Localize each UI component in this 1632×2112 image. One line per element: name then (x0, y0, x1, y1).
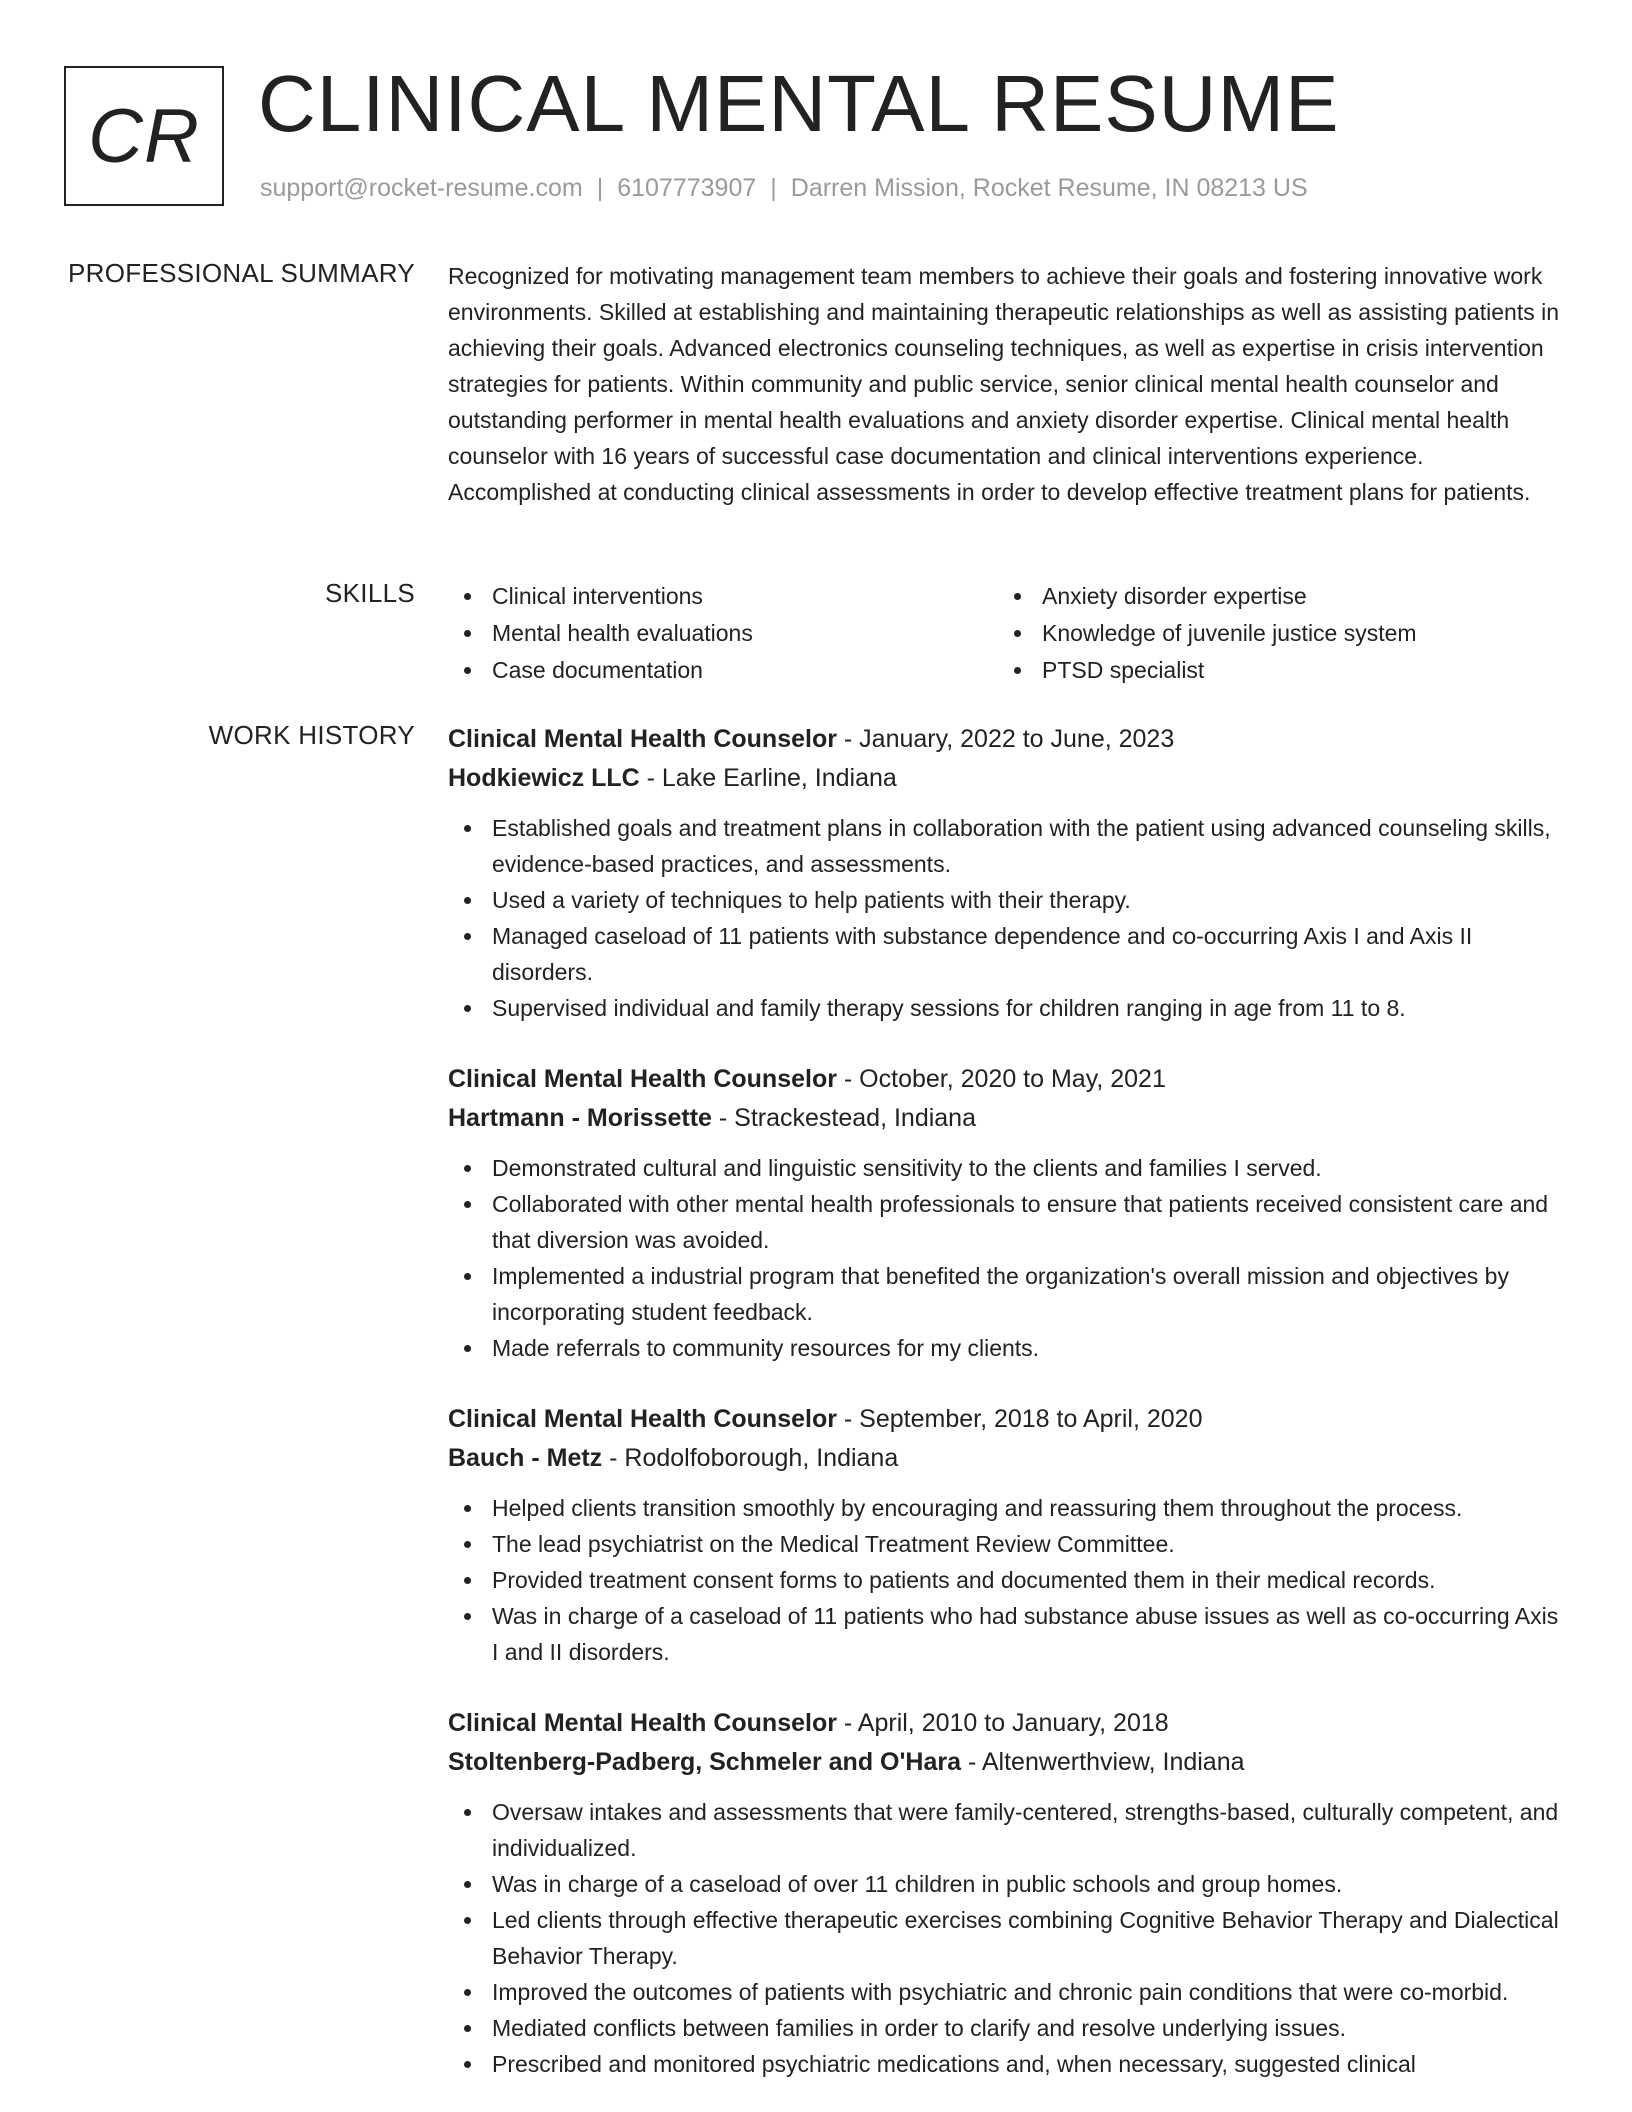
job-title: Clinical Mental Health Counselor (448, 1065, 837, 1093)
job-company-line (448, 1439, 1568, 1478)
summary-text: Recognized for motivating management team members to achieve their goals and fostering innovative work environments. Skilled at establishing and maintaining therapeutic relationships as well as assisting patients in achieving their goals. Advanced electronics counseling techniques, as well as expertise in crisis intervention strategies for patients. Within community and public service, senior clinical mental health counselor and outstanding performer in mental health evaluations and anxiety disorder expertise. Clinical mental health counselor with 16 years of successful case documentation and clinical interventions experience. Accomplished at conducting clinical assessments in order to develop effective treatment plans for patients. (448, 263, 1560, 505)
work-history-heading: WORK HISTORY (208, 720, 415, 750)
contact-separator: | (770, 174, 777, 202)
job-location: Strackestead, Indiana (734, 1104, 976, 1132)
job-bullet: Prescribed and monitored psychiatric medications and, when necessary, suggested clinical (448, 2046, 1568, 2082)
job-company: Bauch - Metz (448, 1444, 603, 1472)
work-history-body (448, 720, 1568, 2112)
job-bullets (448, 1490, 1568, 1670)
job-entry (448, 1400, 1568, 1670)
job-entry (448, 1704, 1568, 2082)
job-bullet: Led clients through effective therapeutic exercises combining Cognitive Behavior Therapy and Dialectical Behavior Therapy. (448, 1902, 1568, 1974)
skills-list (448, 578, 1568, 689)
skills-heading: SKILLS (325, 578, 415, 608)
job-bullet: Improved the outcomes of patients with psychiatric and chronic pain conditions that were co-morbid. (448, 1974, 1568, 2010)
job-bullet: Demonstrated cultural and linguistic sensitivity to the clients and families I served. (448, 1150, 1568, 1186)
contact-phone: 6107773907 (617, 174, 757, 202)
job-bullet: Used a variety of techniques to help patients with their therapy. (448, 882, 1568, 918)
job-bullet: Mediated conflicts between families in order to clarify and resolve underlying issues. (448, 2010, 1568, 2046)
job-title: Clinical Mental Health Counselor (448, 725, 837, 753)
job-bullet: Was in charge of a caseload of 11 patients who had substance abuse issues as well as co-occurring Axis I and II disorders. (448, 1598, 1568, 1670)
job-dates: April, 2010 to January, 2018 (857, 1709, 1169, 1737)
job-entry (448, 1060, 1568, 1366)
dash: - (639, 764, 662, 792)
skill-item: Knowledge of juvenile justice system (998, 615, 1548, 652)
job-title-line (448, 1400, 1568, 1439)
job-location: Altenwerthview, Indiana (981, 1748, 1245, 1776)
job-bullet: Provided treatment consent forms to patients and documented them in their medical records. (448, 1562, 1568, 1598)
job-company-line (448, 1743, 1568, 1782)
job-bullet: Helped clients transition smoothly by encouraging and reassuring them throughout the process. (448, 1490, 1568, 1526)
job-bullet: Managed caseload of 11 patients with substance dependence and co-occurring Axis I and Axis II disorders. (448, 918, 1568, 990)
dash: - (961, 1748, 982, 1776)
job-company-line (448, 1099, 1568, 1138)
job-dates: October, 2020 to May, 2021 (859, 1065, 1166, 1093)
job-bullet: Made referrals to community resources for my clients. (448, 1330, 1568, 1366)
job-title-line (448, 720, 1568, 759)
resume-title: CLINICAL MENTAL RESUME (258, 59, 1340, 148)
skills-column-right (998, 578, 1548, 689)
job-company: Hartmann - Morissette (448, 1104, 712, 1132)
job-title-line (448, 1060, 1568, 1099)
job-dates: January, 2022 to June, 2023 (859, 725, 1175, 753)
job-title: Clinical Mental Health Counselor (448, 1405, 837, 1433)
job-bullet: Oversaw intakes and assessments that were family-centered, strengths-based, culturally competent, and individualized. (448, 1794, 1568, 1866)
contact-address: Darren Mission, Rocket Resume, IN 08213 US (790, 174, 1308, 202)
job-location: Lake Earline, Indiana (661, 764, 897, 792)
job-company-line (448, 759, 1568, 798)
skills-column-left (448, 578, 998, 689)
monogram-initials: CR (88, 93, 200, 179)
job-company: Hodkiewicz LLC (448, 764, 640, 792)
dash: - (836, 1709, 858, 1737)
dash: - (602, 1444, 625, 1472)
skill-item: Anxiety disorder expertise (998, 578, 1548, 615)
skill-item: Case documentation (448, 652, 998, 689)
dash: - (836, 1405, 860, 1433)
job-dates: September, 2018 to April, 2020 (859, 1405, 1203, 1433)
job-bullet: Established goals and treatment plans in collaboration with the patient using advanced counseling skills, evidence-based practices, and assessments. (448, 810, 1568, 882)
dash: - (711, 1104, 735, 1132)
skill-item: Clinical interventions (448, 578, 998, 615)
job-bullet: The lead psychiatrist on the Medical Treatment Review Committee. (448, 1526, 1568, 1562)
job-bullet: Supervised individual and family therapy sessions for children ranging in age from 11 to 8. (448, 990, 1568, 1026)
job-bullets (448, 810, 1568, 1026)
job-bullet: Implemented a industrial program that benefited the organization's overall mission and objectives by incorporating student feedback. (448, 1258, 1568, 1330)
monogram-box (64, 66, 224, 206)
dash: - (836, 1065, 860, 1093)
summary-heading: PROFESSIONAL SUMMARY (68, 258, 415, 288)
skill-item: Mental health evaluations (448, 615, 998, 652)
job-bullet: Collaborated with other mental health professionals to ensure that patients received consistent care and that diversion was avoided. (448, 1186, 1568, 1258)
job-bullet: Was in charge of a caseload of over 11 children in public schools and group homes. (448, 1866, 1568, 1902)
contact-email: support@rocket-resume.com (260, 174, 583, 202)
contact-separator: | (596, 174, 604, 202)
job-company: Stoltenberg-Padberg, Schmeler and O'Hara (448, 1748, 962, 1776)
job-entry (448, 720, 1568, 1026)
job-bullets (448, 1150, 1568, 1366)
contact-line (260, 174, 1308, 203)
job-title-line (448, 1704, 1568, 1743)
job-bullets (448, 1794, 1568, 2082)
job-title: Clinical Mental Health Counselor (448, 1709, 837, 1737)
summary-body (448, 258, 1568, 510)
dash: - (836, 725, 860, 753)
job-location: Rodolfoborough, Indiana (624, 1444, 899, 1472)
skill-item: PTSD specialist (998, 652, 1548, 689)
